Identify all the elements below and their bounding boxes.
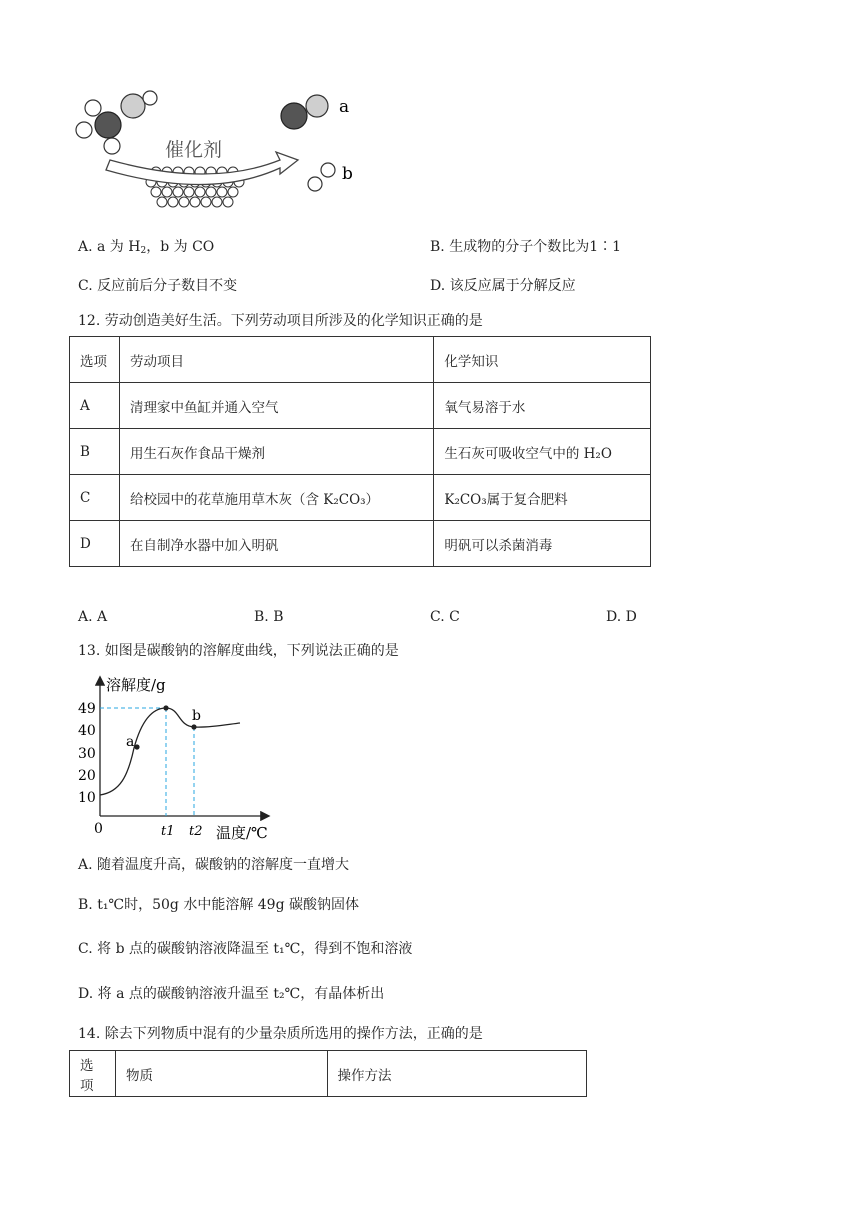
reaction-figure bbox=[70, 88, 370, 218]
q12-answer-c: C. C bbox=[430, 609, 460, 625]
x-tick-t2: t2 bbox=[189, 824, 203, 839]
x-axis-label: 温度/℃ bbox=[216, 824, 268, 842]
solubility-graph bbox=[70, 668, 290, 846]
product-a-c-atom bbox=[281, 103, 307, 129]
y-tick-40: 40 bbox=[78, 723, 96, 739]
q11-option-a-sub: 2 bbox=[140, 246, 147, 256]
table-cell: A bbox=[70, 383, 120, 429]
header-cell: 劳动项目 bbox=[119, 337, 433, 383]
y-tick-20: 20 bbox=[78, 768, 96, 784]
product-b-h-atom bbox=[321, 163, 335, 177]
q13-option-d: D. 将 a 点的碳酸钠溶液升温至 t₂℃，有晶体析出 bbox=[78, 986, 385, 1002]
q11-option-a-pre: A. a 为 H bbox=[78, 239, 141, 255]
q11-option-a-post: ，b 为 CO bbox=[146, 239, 215, 255]
y-tick-49: 49 bbox=[78, 701, 96, 717]
table-header-row bbox=[70, 337, 651, 383]
point-b bbox=[191, 724, 196, 729]
q14-stem: 14. 除去下列物质中混有的少量杂质所选用的操作方法，正确的是 bbox=[78, 1026, 483, 1042]
table-cell: 在自制净水器中加入明矾 bbox=[119, 521, 433, 567]
point-a-label: a bbox=[126, 734, 135, 750]
table-row bbox=[70, 429, 651, 475]
o-atom bbox=[121, 94, 145, 118]
q13-option-a: A. 随着温度升高，碳酸钠的溶解度一直增大 bbox=[78, 857, 350, 873]
label-b: b bbox=[342, 164, 353, 184]
table-cell: 给校园中的花草施用草木灰（含 K₂CO₃） bbox=[119, 475, 433, 521]
product-a-o-atom bbox=[306, 95, 328, 117]
product-b-h-atom bbox=[308, 177, 322, 191]
q11-option-c: C. 反应前后分子数目不变 bbox=[78, 278, 238, 294]
h-atom bbox=[85, 100, 101, 116]
y-tick-30: 30 bbox=[78, 746, 96, 762]
table-cell: 清理家中鱼缸并通入空气 bbox=[119, 383, 433, 429]
y-tick-10: 10 bbox=[78, 790, 96, 806]
q13-option-c: C. 将 b 点的碳酸钠溶液降温至 t₁℃，得到不饱和溶液 bbox=[78, 941, 413, 957]
point-peak bbox=[163, 705, 168, 710]
table-row bbox=[70, 383, 651, 429]
table-cell: C bbox=[70, 475, 120, 521]
table-cell: 用生石灰作食品干燥剂 bbox=[119, 429, 433, 475]
c-atom bbox=[95, 112, 121, 138]
point-b-label: b bbox=[192, 708, 201, 724]
table-row bbox=[70, 521, 651, 567]
catalyst-label: 催化剂 bbox=[165, 139, 223, 161]
table-cell: 生石灰可吸收空气中的 H₂O bbox=[434, 429, 651, 475]
origin-label: 0 bbox=[94, 821, 103, 837]
h-atom bbox=[76, 122, 92, 138]
x-tick-t1: t1 bbox=[161, 824, 175, 839]
table-row bbox=[70, 475, 651, 521]
table-cell: 明矾可以杀菌消毒 bbox=[434, 521, 651, 567]
header-cell: 操作方法 bbox=[327, 1051, 586, 1097]
header-cell: 选项 bbox=[70, 337, 120, 383]
q14-table bbox=[69, 1050, 587, 1097]
label-a: a bbox=[339, 97, 350, 117]
q12-stem: 12. 劳动创造美好生活。下列劳动项目所涉及的化学知识正确的是 bbox=[78, 313, 483, 329]
q11-option-a bbox=[78, 238, 214, 260]
q11-option-b: B. 生成物的分子个数比为1∶1 bbox=[430, 239, 622, 255]
table-cell: B bbox=[70, 429, 120, 475]
table-cell: 氧气易溶于水 bbox=[434, 383, 651, 429]
q11-option-d: D. 该反应属于分解反应 bbox=[430, 278, 576, 294]
table-header-row bbox=[70, 1051, 587, 1097]
header-cell: 选项 bbox=[70, 1051, 116, 1097]
q12-answer-b: B. B bbox=[254, 609, 284, 625]
q13-option-b: B. t₁℃时，50g 水中能溶解 49g 碳酸钠固体 bbox=[78, 897, 359, 913]
q12-table bbox=[69, 336, 651, 567]
table-cell: K₂CO₃属于复合肥料 bbox=[434, 475, 651, 521]
solubility-curve bbox=[100, 708, 240, 795]
header-cell: 物质 bbox=[115, 1051, 327, 1097]
h-atom bbox=[143, 91, 157, 105]
table-cell: D bbox=[70, 521, 120, 567]
header-cell: 化学知识 bbox=[434, 337, 651, 383]
point-a bbox=[134, 744, 139, 749]
q12-answer-a: A. A bbox=[78, 609, 108, 625]
q13-stem: 13. 如图是碳酸钠的溶解度曲线，下列说法正确的是 bbox=[78, 643, 399, 659]
q12-answer-d: D. D bbox=[606, 609, 637, 625]
h-atom bbox=[104, 138, 120, 154]
y-axis-label: 溶解度/g bbox=[106, 676, 166, 694]
